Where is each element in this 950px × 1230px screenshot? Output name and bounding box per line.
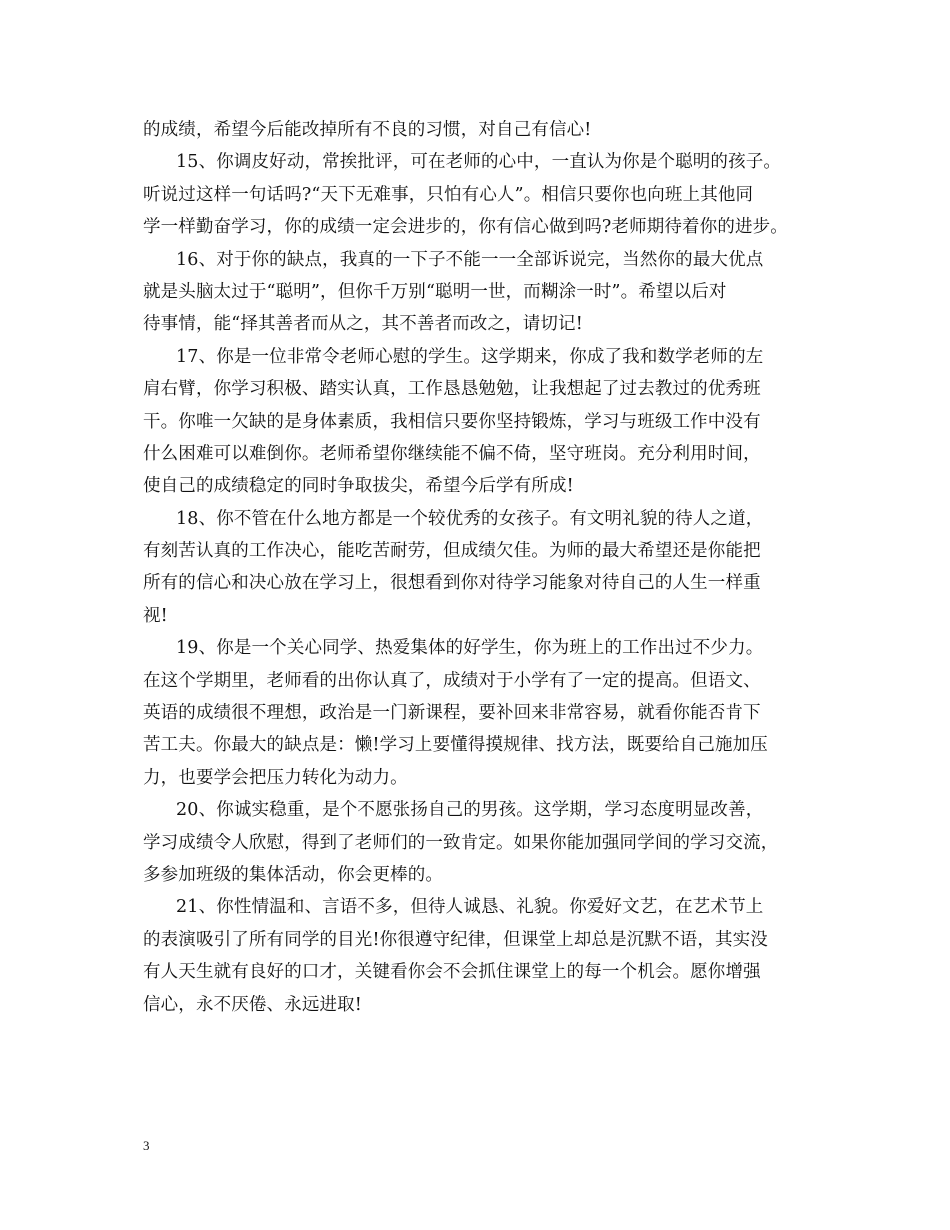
- text-line: 什么困难可以难倒你。老师希望你继续能不偏不倚，坚守班岗。充分利用时间，: [143, 443, 761, 464]
- text-line: 20、你诚实稳重，是个不愿张扬自己的男孩。这学期，学习态度明显改善，: [176, 800, 764, 821]
- text-line: 信心，永不厌倦、永远进取!: [143, 994, 362, 1015]
- text-line: 的表演吸引了所有同学的目光!你很遵守纪律，但课堂上却总是沉默不语，其实没: [143, 929, 768, 950]
- document-body: [143, 114, 810, 1021]
- text-line: 力，也要学会把压力转化为动力。: [143, 767, 408, 788]
- text-line: 有人天生就有良好的口才，关键看你会不会抓住课堂上的每一个机会。愿你增强: [143, 962, 761, 983]
- text-line: 18、你不管在什么地方都是一个较优秀的女孩子。有文明礼貌的待人之道，: [176, 508, 764, 529]
- text-line: 使自己的成绩稳定的同时争取拔尖，希望今后学有所成!: [143, 476, 574, 497]
- text-line: 学一样勤奋学习，你的成绩一定会进步的，你有信心做到吗?老师期待着你的进步。: [143, 217, 788, 238]
- text-line: 有刻苦认真的工作决心，能吃苦耐劳，但成绩欠佳。为师的最大希望还是你能把: [143, 541, 761, 562]
- text-line: 17、你是一位非常令老师心慰的学生。这学期来，你成了我和数学老师的左: [176, 346, 764, 367]
- text-line: 就是头脑太过于“聪明”，但你千万别“聪明一世，而糊涂一时”。希望以后对: [143, 281, 727, 302]
- text-line: 16、对于你的缺点，我真的一下子不能一一全部诉说完，当然你的最大优点: [176, 249, 764, 270]
- text-line: 21、你性情温和、言语不多，但待人诚恳、礼貌。你爱好文艺，在艺术节上: [176, 897, 764, 918]
- page-number: 3: [143, 1138, 150, 1153]
- text-line: 在这个学期里，老师看的出你认真了，成绩对于小学有了一定的提高。但语文、: [143, 670, 761, 691]
- text-line: 15、你调皮好动，常挨批评，可在老师的心中，一直认为你是个聪明的孩子。: [176, 152, 782, 173]
- text-line: 听说过这样一句话吗?“天下无难事，只怕有心人”。相信只要你也向班上其他同: [143, 184, 754, 205]
- text-line: 苦工夫。你最大的缺点是：懒!学习上要懂得摸规律、找方法，既要给自己施加压: [143, 735, 768, 756]
- text-line: 的成绩，希望今后能改掉所有不良的习惯，对自己有信心!: [143, 120, 592, 140]
- text-line: 学习成绩令人欣慰，得到了老师们的一致肯定。如果你能加强同学间的学习交流，: [143, 832, 779, 853]
- text-line: 19、你是一个关心同学、热爱集体的好学生，你为班上的工作出过不少力。: [176, 638, 764, 659]
- text-line: 干。你唯一欠缺的是身体素质，我相信只要你坚持锻炼，学习与班级工作中没有: [143, 411, 761, 432]
- text-line: 待事情，能“择其善者而从之，其不善者而改之，请切记!: [143, 314, 583, 335]
- text-line: 所有的信心和决心放在学习上，很想看到你对待学习能象对待自己的人生一样重: [143, 573, 761, 594]
- text-line: 肩右臂，你学习积极、踏实认真，工作恳恳勉勉，让我想起了过去教过的优秀班: [143, 379, 761, 400]
- text-line: 英语的成绩很不理想，政治是一门新课程，要补回来非常容易，就看你能否肯下: [143, 703, 761, 724]
- text-line: 视!: [143, 605, 168, 626]
- text-line: 多参加班级的集体活动，你会更棒的。: [143, 864, 444, 885]
